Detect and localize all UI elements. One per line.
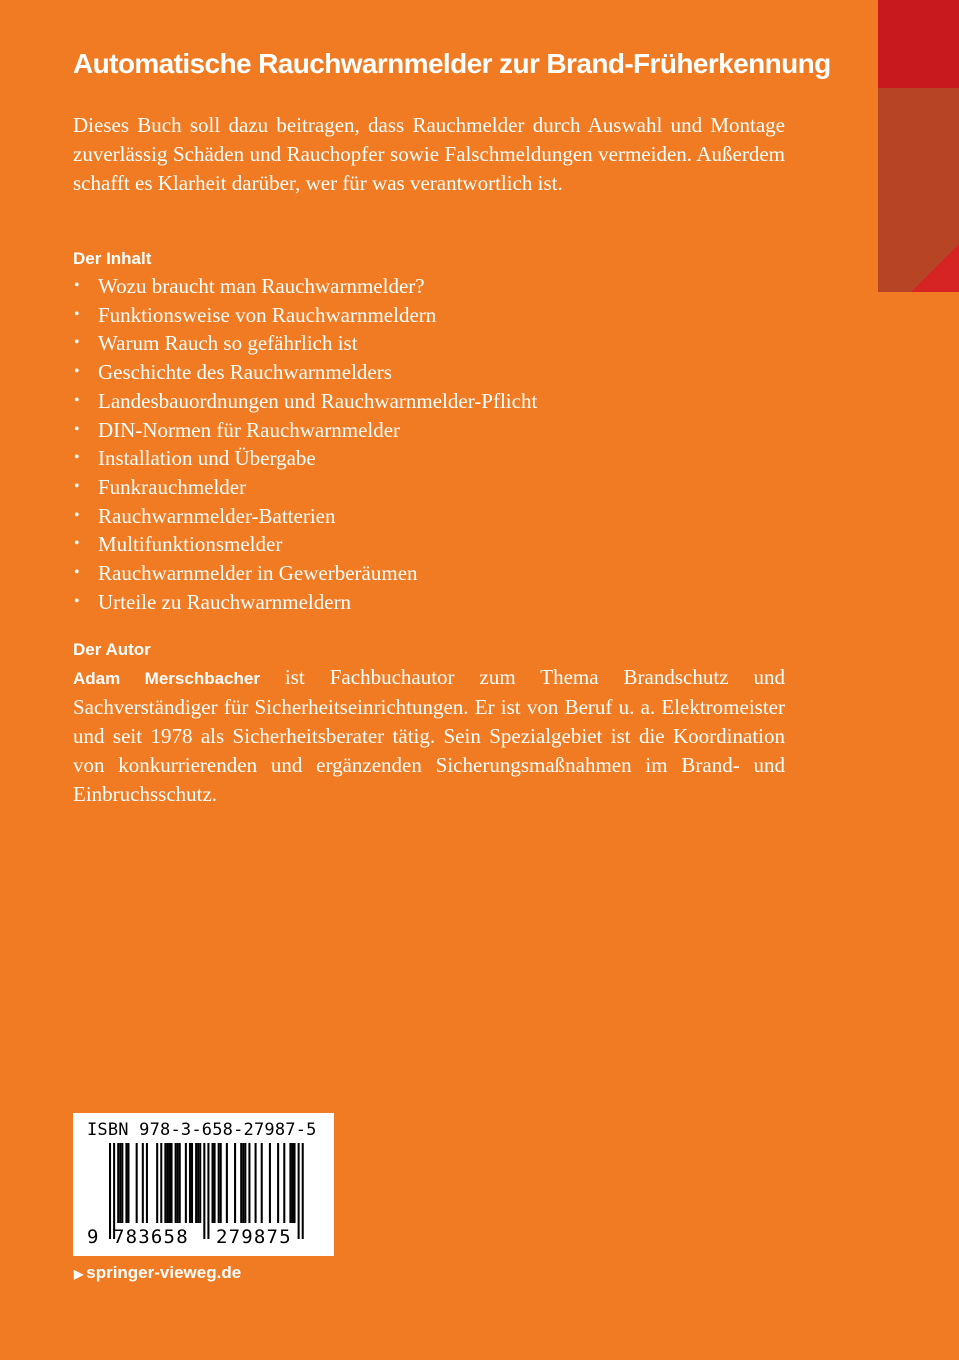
barcode-bar (289, 1143, 291, 1223)
isbn-barcode (73, 1113, 334, 1256)
author-heading: Der Autor (73, 640, 151, 659)
barcode-bar (248, 1143, 250, 1223)
barcode-bar (177, 1143, 179, 1223)
barcode-bar (240, 1143, 242, 1223)
barcode-bar (109, 1143, 111, 1239)
barcode-digit-first: 9 (87, 1226, 99, 1248)
barcode-bar (119, 1143, 121, 1223)
barcode-digits-left: 783658 (113, 1226, 189, 1248)
bullet-icon: • (74, 334, 80, 352)
barcode-bar (185, 1143, 187, 1223)
barcode-bar (244, 1143, 246, 1223)
barcode-digits-right: 279875 (216, 1226, 292, 1248)
publisher-url: springer-vieweg.de (86, 1263, 242, 1282)
barcode-bar (298, 1143, 300, 1239)
barcode-bar (127, 1143, 129, 1223)
list-item: • Funktionsweise von Rauchwarnmeldern (73, 301, 785, 330)
barcode-bar (261, 1143, 263, 1223)
bullet-icon: • (74, 477, 80, 495)
barcode-bar (191, 1143, 193, 1223)
list-item: • Rauchwarnmelder-Batterien (73, 502, 785, 531)
list-item: • Multifunktionsmelder (73, 530, 785, 559)
bullet-icon: • (74, 305, 80, 323)
book-title: Automatische Rauchwarnmelder zur Brand-Früherkennung (73, 48, 831, 79)
barcode-bar (117, 1143, 119, 1223)
author-bio-text: ist Fachbuchautor zum Thema Brandschutz und Sachverständiger für Sicherheitseinrichtungen. Er ist von Beruf u. a. Elektromeister und seit 1978 als Sicherheitsberater tätig. Sein Spezialgebiet ist die Koordination von konkurrierenden und ergänzenden Sicherungsmaßnahmen im Brand- und Einbruchsschutz. (73, 665, 785, 806)
barcode-bar (171, 1143, 173, 1223)
bullet-icon: • (74, 506, 80, 524)
barcode-bar (142, 1143, 144, 1223)
barcode-bar (189, 1143, 191, 1223)
bullet-icon: • (74, 592, 80, 610)
author-bio (73, 663, 785, 809)
barcode-bar (291, 1143, 293, 1223)
bullet-icon: • (74, 277, 80, 294)
barcode-bar (125, 1143, 127, 1223)
barcode-bar (255, 1143, 257, 1223)
contents-list (73, 272, 785, 616)
barcode-bar (197, 1143, 199, 1223)
barcode-bar (218, 1143, 220, 1223)
list-item: • Wozu braucht man Rauchwarnmelder? (73, 272, 785, 301)
barcode-bar (199, 1143, 201, 1223)
list-item: • Warum Rauch so gefährlich ist (73, 329, 785, 358)
barcode-bar (302, 1143, 304, 1239)
corner-decoration (878, 0, 959, 292)
barcode-bar (156, 1143, 158, 1223)
publisher-link[interactable] (74, 1262, 241, 1285)
barcode-bar (226, 1143, 228, 1223)
barcode-bar (160, 1143, 162, 1223)
bullet-icon: • (74, 449, 80, 467)
barcode-bar (175, 1143, 177, 1223)
barcode-bar (242, 1143, 244, 1223)
list-item: • DIN-Normen für Rauchwarnmelder (73, 416, 785, 445)
barcode-bar (136, 1143, 138, 1223)
barcode-bar (269, 1143, 271, 1223)
barcode-bar (214, 1143, 216, 1223)
bullet-icon: • (74, 391, 80, 409)
list-item: • Installation und Übergabe (73, 444, 785, 473)
barcode-bar (166, 1143, 168, 1223)
barcode-bar (207, 1143, 209, 1239)
list-item: • Urteile zu Rauchwarnmeldern (73, 588, 785, 617)
barcode-bar (203, 1143, 205, 1239)
contents-heading: Der Inhalt (73, 249, 152, 268)
barcode-bar (212, 1143, 214, 1223)
barcode-bar (146, 1143, 148, 1223)
list-item: • Geschichte des Rauchwarnmelders (73, 358, 785, 387)
list-item: • Funkrauchmelder (73, 473, 785, 502)
barcode-bar (179, 1143, 181, 1223)
list-item: • Rauchwarnmelder in Gewerberäumen (73, 559, 785, 588)
bullet-icon: • (74, 363, 80, 381)
list-item: • Landesbauordnungen und Rauchwarnmelder-Pflicht (73, 387, 785, 416)
bullet-icon: • (74, 420, 80, 438)
barcode-bar (294, 1143, 296, 1223)
barcode-bar (195, 1143, 197, 1223)
intro-paragraph: Dieses Buch soll dazu beitragen, dass Rauchmelder durch Auswahl und Montage zuverlässig Schäden und Rauchopfer sowie Falschmeldungen vermeiden. Außerdem schafft es Klarheit darüber, wer für was verantwortlich ist. (73, 113, 785, 195)
isbn-label: ISBN 978-3-658-27987-5 (87, 1120, 317, 1140)
triangle-right-icon: ▶ (74, 1267, 84, 1281)
barcode-bar (220, 1143, 222, 1223)
barcode-bar (164, 1143, 166, 1223)
author-name: Adam Merschbacher (73, 669, 260, 688)
barcode-bar (168, 1143, 170, 1223)
barcode-bar (283, 1143, 285, 1223)
barcode-bar (121, 1143, 123, 1223)
bullet-icon: • (74, 535, 80, 553)
barcode-bar (277, 1143, 279, 1223)
barcode-bar (234, 1143, 236, 1223)
bullet-icon: • (74, 564, 80, 582)
